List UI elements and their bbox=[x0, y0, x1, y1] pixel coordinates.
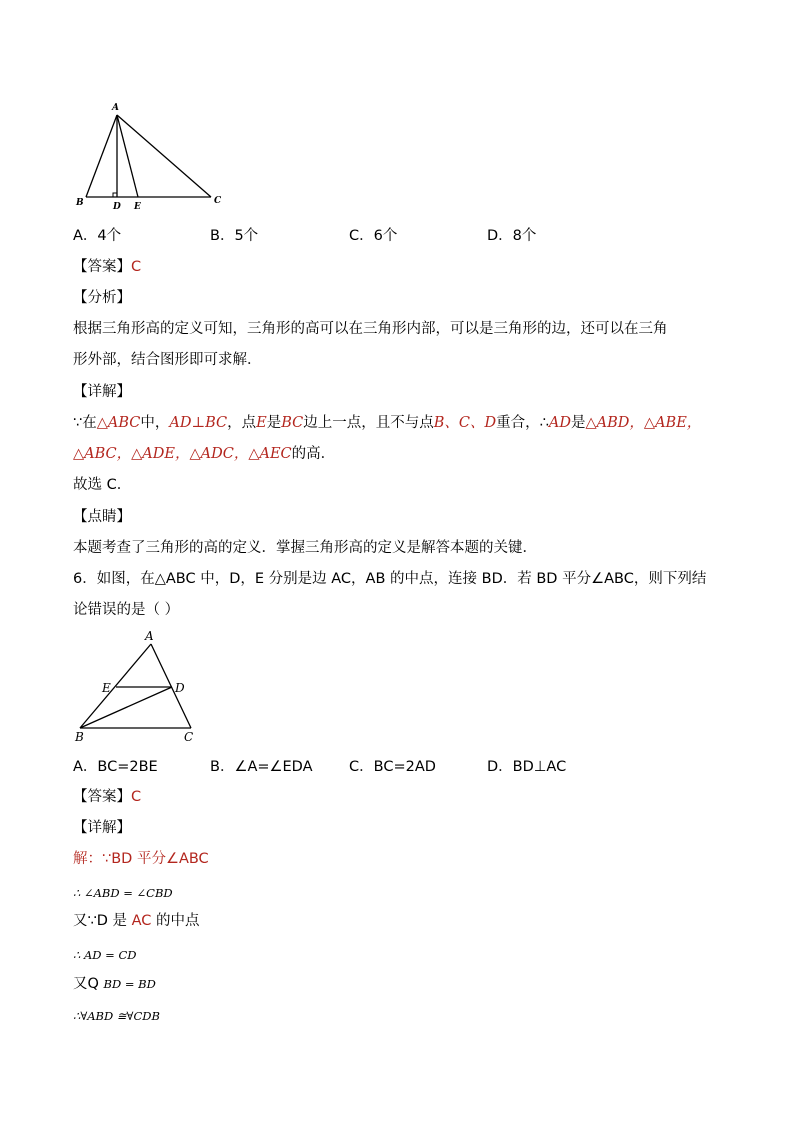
q6-step-3: 又∵D 是 AC 的中点 bbox=[73, 913, 200, 929]
q5-option-a[interactable]: A．4个 bbox=[73, 228, 122, 244]
label-d: D bbox=[113, 202, 121, 212]
q5-conclusion: 故选 C． bbox=[73, 477, 132, 493]
q5-detail-line1: ∵在△ABC中，AD⊥BC，点E是BC边上一点，且不与点B、C、D重合，∴AD是△ABD，△ABE， bbox=[73, 415, 702, 431]
label-a: A bbox=[112, 103, 119, 113]
q5-analysis-line2: 形外部，结合图形即可求解． bbox=[73, 352, 262, 368]
q6-answer: 【答案】C bbox=[73, 789, 142, 805]
q5-detail-tag: 【详解】 bbox=[73, 384, 131, 400]
label-d: D bbox=[175, 681, 185, 695]
q6-step-2: ∴ ∠ABD = ∠CBD bbox=[73, 886, 173, 900]
label-e: E bbox=[102, 681, 111, 695]
q5-comment-tag: 【点睛】 bbox=[73, 509, 131, 525]
q6-step-6: ∴∀ABD ≅∀CDB bbox=[73, 1009, 160, 1023]
q6-detail-tag: 【详解】 bbox=[73, 820, 131, 836]
figure-triangle-abc-midpoints bbox=[70, 628, 200, 746]
label-c: C bbox=[184, 730, 194, 744]
q6-option-c[interactable]: C．BC=2AD bbox=[349, 759, 436, 775]
label-b: B bbox=[75, 730, 84, 744]
q6-option-d[interactable]: D．BD⊥AC bbox=[487, 759, 567, 775]
q5-option-c[interactable]: C．6个 bbox=[349, 228, 398, 244]
q6-stem-line2: 论错误的是（ ） bbox=[73, 602, 180, 618]
q5-analysis-tag: 【分析】 bbox=[73, 290, 131, 306]
label-e: E bbox=[134, 202, 141, 212]
q5-option-d[interactable]: D．8个 bbox=[487, 228, 537, 244]
q6-option-b[interactable]: B．∠A=∠EDA bbox=[210, 759, 313, 775]
label-b: B bbox=[76, 198, 84, 208]
label-a: A bbox=[145, 629, 154, 643]
q5-comment: 本题考查了三角形的高的定义．掌握三角形高的定义是解答本题的关键． bbox=[73, 540, 537, 556]
q5-answer: 【答案】C bbox=[73, 259, 142, 275]
q5-detail-line2: △ABC，△ADE，△ADC，△AEC的高． bbox=[73, 446, 336, 462]
label-c: C bbox=[214, 196, 222, 206]
figure-triangle-abc-heights bbox=[70, 98, 230, 216]
q5-option-b[interactable]: B．5个 bbox=[210, 228, 259, 244]
q6-step-5: 又Q BD = BD bbox=[73, 976, 156, 992]
q6-step-1: 解：∵BD 平分∠ABC bbox=[73, 851, 209, 867]
q5-analysis-line1: 根据三角形高的定义可知，三角形的高可以在三角形内部，可以是三角形的边，还可以在三角 bbox=[73, 321, 668, 337]
q6-stem-line1: 6．如图，在△ABC 中，D，E 分别是边 AC，AB 的中点，连接 BD．若 BD 平分∠ABC，则下列结 bbox=[73, 571, 707, 587]
q6-step-4: ∴ AD = CD bbox=[73, 948, 137, 962]
q6-option-a[interactable]: A．BC=2BE bbox=[73, 759, 158, 775]
